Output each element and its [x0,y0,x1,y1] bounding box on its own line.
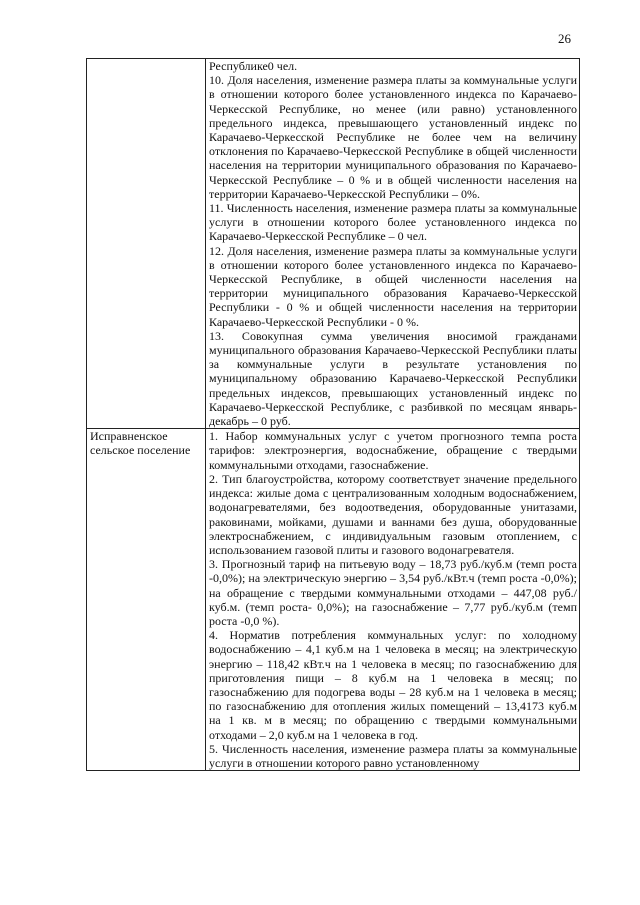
paragraph: 4. Норматив потребления коммунальных услуг: по холодному водоснабжению – 4,1 куб.м на 1 человека в месяц; на электрическую энергию – 118,42 кВт.ч на 1 человека в месяц; по газоснабжению для приготовления пищи – 8 куб.м на 1 человека в месяц; по газоснабжению для подогрева воды – 28 куб.м на 1 человека в месяц; по газоснабжению для отопления жилых помещений – 13,4173 куб.м на 1 кв. м в месяц; по обращению с твердыми коммунальными отходами – 2,0 куб.м на 1 человека в год. [209,628,577,742]
indicators-table [86,58,580,771]
settlement-cell: Исправненское сельское поселение [87,429,206,771]
indicators-cell [206,59,580,429]
settlement-cell [87,59,206,429]
indicators-cell [206,429,580,771]
page-number: 26 [558,31,571,46]
paragraph: Республике0 чел. [209,59,298,73]
paragraph: 1. Набор коммунальных услуг с учетом прогнозного темпа роста тарифов: электроэнергия, водоснабжение, обращение с твердыми коммунальными отходами, газоснабжение. [209,429,577,472]
paragraph: 2. Тип благоустройства, которому соответствует значение предельного индекса: жилые дома с централизованным холодным водоснабжением, водонагревателями, без водоотведения, оборудованные унитазами, раковинами, мойками, душами и ваннами без душа, оборудованные электроснабжением, с индивидуальным газовым отоплением, с использованием газовой плиты и газового водонагревателя. [209,471,577,557]
paragraph: 10. Доля населения, изменение размера платы за коммунальные услуги в отношении которого более установленного индекса по Карачаево-Черкесской Республике, но менее (или равно) установленного предельного индекса, превышающего установленный индекс по Карачаево-Черкесской Республике не более чем на величину отклонения по Карачаево-Черкесской Республике в общей численности населения на территории муниципального образования по Карачаево-Черкесской Республике – 0 % и в общей численности населения на территории Карачаево-Черкесской Республики – 0%. [209,73,577,201]
table-row [87,429,580,771]
table-row [87,59,580,429]
paragraph: 11. Численность населения, изменение размера платы за коммунальные услуги в отношении которого более установленного индекса по Карачаево-Черкесской Республике – 0 чел. [209,201,577,244]
paragraph: 3. Прогнозный тариф на питьевую воду – 18,73 руб./куб.м (темп роста -0,0%); на электрическую энергию – 3,54 руб./кВт.ч (темп роста -0,0%); на обращение с твердыми коммунальными отходами – 447,08 руб./куб.м. (темп роста- 0,0%); на газоснабжение – 7,77 руб./куб.м (темп роста -0,0 %). [209,557,577,628]
paragraph: 5. Численность населения, изменение размера платы за коммунальные услуги в отношении которого равно установленному [209,741,577,770]
paragraph: 13. Совокупная сумма увеличения вносимой гражданами муниципального образования Карачаево-Черкесской Республики платы за коммунальные услуги в результате установления по муниципальному образованию Карачаево-Черкесской Республики предельных индексов, превышающих установленный индекс по Карачаево-Черкесской Республике, с разбивкой по месяцам январь-декабрь – 0 руб. [209,328,577,429]
paragraph: 12. Доля населения, изменение размера платы за коммунальные услуги в отношении которого более установленного индекса по Карачаево-Черкесской Республике, в общей численности населения на территории муниципального образования Карачаево-Черкесской Республики - 0 % и общей численности населения на территории Карачаево-Черкесской Республики - 0 %. [209,243,577,329]
